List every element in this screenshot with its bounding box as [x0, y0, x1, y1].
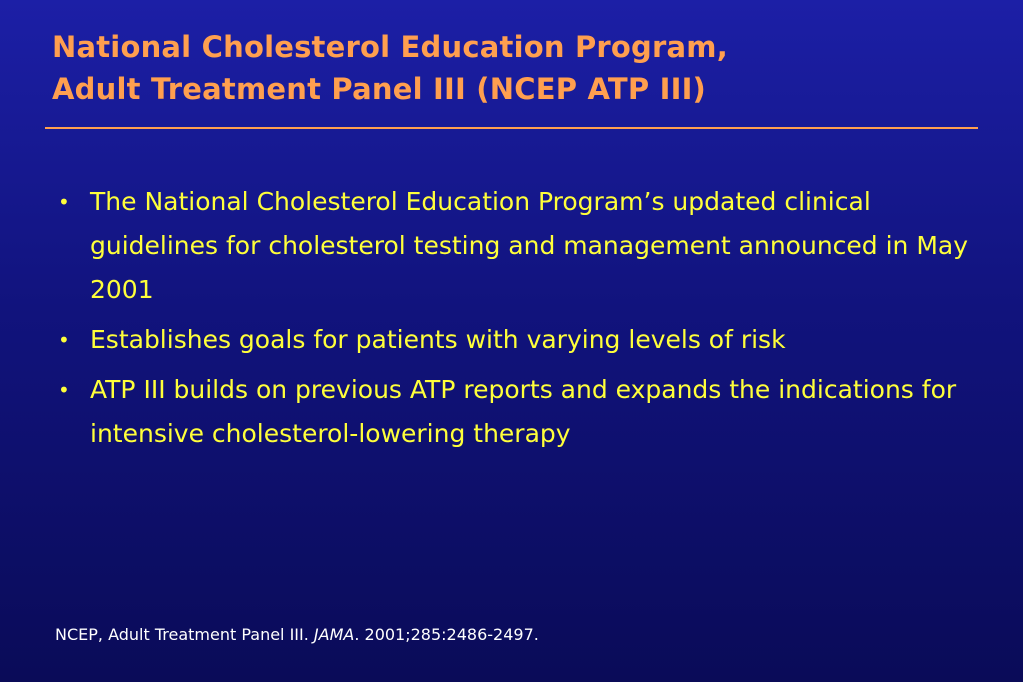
bullet-text: ATP III builds on previous ATP reports and expands the indications for intensive cholesterol-lowering therapy — [90, 375, 957, 448]
bullet-icon: • — [58, 378, 70, 402]
title-divider — [45, 127, 978, 129]
citation-prefix: NCEP, Adult Treatment Panel III. — [55, 625, 314, 644]
bullet-icon: • — [58, 190, 70, 214]
citation-journal: JAMA — [313, 625, 355, 644]
bullet-item — [55, 368, 975, 456]
title-line-1: National Cholesterol Education Program, — [52, 30, 728, 64]
bullet-icon: • — [58, 328, 70, 352]
title-line-2: Adult Treatment Panel III (NCEP ATP III) — [52, 72, 707, 106]
bullet-item — [55, 180, 975, 312]
slide-title — [52, 26, 982, 110]
citation-footnote — [55, 624, 539, 646]
bullet-item — [55, 318, 975, 362]
bullet-list — [55, 180, 975, 462]
bullet-text: The National Cholesterol Education Program’s updated clinical guidelines for cholesterol testing and management announced in May 2001 — [90, 187, 969, 304]
citation-suffix: . 2001;285:2486-2497. — [354, 625, 539, 644]
bullet-text: Establishes goals for patients with varying levels of risk — [90, 325, 786, 354]
